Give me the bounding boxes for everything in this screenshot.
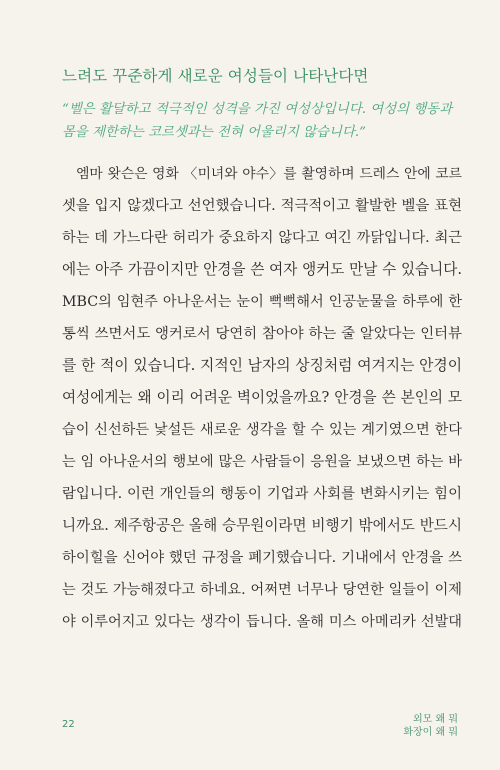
body-line: 하는 데 가느다란 허리가 중요하지 않다고 여긴 까닭입니다. 최근 [62, 230, 462, 246]
body-line: 야 이루어지고 있다는 생각이 듭니다. 올해 미스 아메리카 선발대 [62, 614, 462, 630]
page-number: 22 [62, 719, 75, 730]
quote-block [62, 98, 472, 144]
running-title [403, 713, 458, 739]
body-text [62, 158, 462, 638]
body-line: 하이힐을 신어야 했던 규정을 폐기했습니다. 기내에서 안경을 쓰 [62, 550, 462, 566]
body-line: 니까요. 제주항공은 올해 승무원이라면 비행기 밖에서도 반드시 [62, 517, 462, 534]
section-heading: 느려도 꾸준하게 새로운 여성들이 나타난다면 [62, 67, 369, 85]
body-line: 통씩 쓰면서도 앵커로서 당연히 참아야 하는 줄 알았다는 인터뷰 [62, 326, 462, 342]
body-line: MBC의 임현주 아나운서는 눈이 뻑뻑해서 인공눈물을 하루에 한 [62, 294, 462, 310]
running-title-line-2: 화장이 왜 뭐 [403, 727, 458, 738]
running-title-line-1: 외모 왜 뭐 [413, 714, 458, 725]
body-line: 엠마 왓슨은 영화 〈미녀와 야수〉를 촬영하며 드레스 안에 코르 [62, 166, 462, 182]
body-line: 셋을 입지 않겠다고 선언했습니다. 적극적이고 활발한 벨을 표현 [62, 198, 462, 214]
body-line: 는 임 아나운서의 행보에 많은 사람들이 응원을 보냈으면 하는 바 [62, 454, 462, 470]
quote-line: “벨은 활달하고 적극적인 성격을 가진 여성상입니다. 여성의 행동과 [62, 102, 453, 117]
body-line: 습이 신선하든 낯설든 새로운 생각을 할 수 있는 계기였으면 한다 [62, 422, 462, 438]
body-line: 에는 아주 가끔이지만 안경을 쓴 여자 앵커도 만날 수 있습니다. [62, 261, 462, 278]
body-line: 여성에게는 왜 이리 어려운 벽이었을까요? 안경을 쓴 본인의 모 [62, 389, 462, 406]
quote-line: 몸을 제한하는 코르셋과는 전혀 어울리지 않습니다.” [62, 125, 367, 140]
body-line: 는 것도 가능해졌다고 하네요. 어쩌면 너무나 당연한 일들이 이제 [62, 582, 462, 598]
body-line: 람입니다. 이런 개인들의 행동이 기업과 사회를 변화시키는 힘이 [62, 486, 462, 502]
body-line: 를 한 적이 있습니다. 지적인 남자의 상징처럼 여겨지는 안경이 [62, 357, 462, 374]
